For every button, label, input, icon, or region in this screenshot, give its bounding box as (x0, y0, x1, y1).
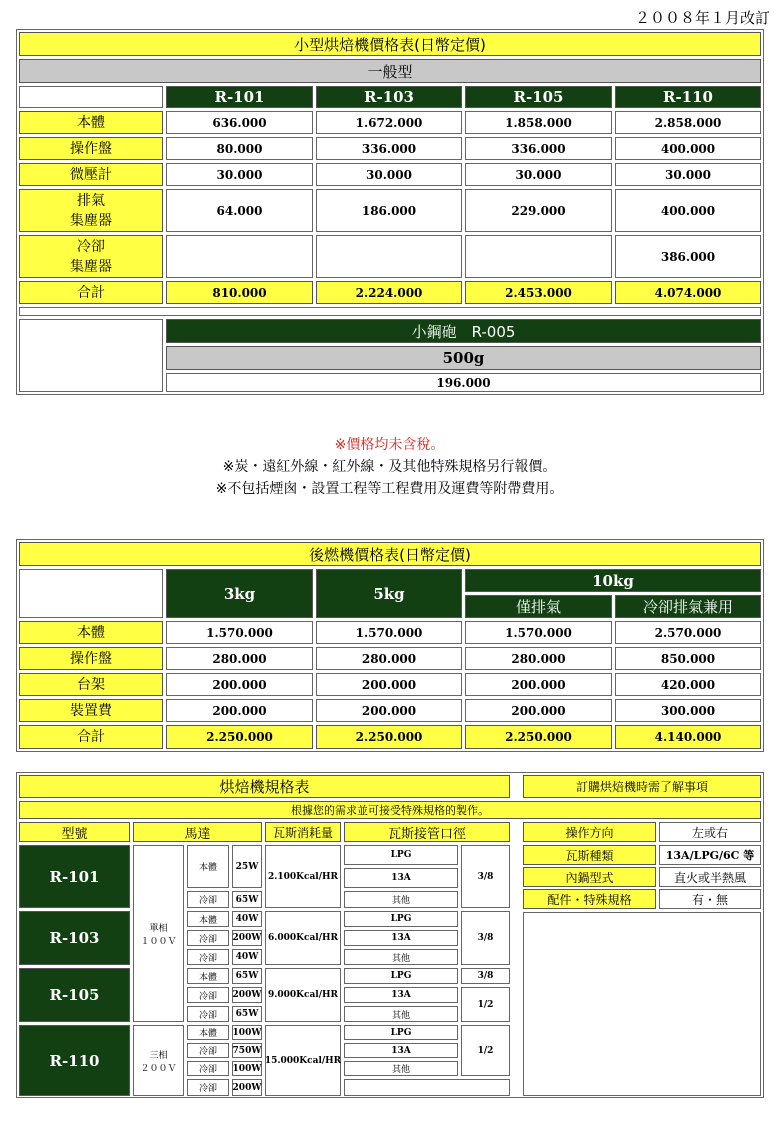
row-label-install-fee: 裝置費 (19, 699, 163, 722)
gas-type-13a: 13A (344, 930, 458, 946)
price-cell: 420.000 (615, 673, 761, 696)
gas-consumption: 6.000Kcal/HR (265, 911, 341, 965)
total-cell: 2.250.000 (166, 725, 313, 749)
note-special-spec: ※炭・遠紅外線・紅外線・及其他特殊規格另行報價。 (222, 459, 557, 475)
note-excluded-costs: ※不包括煙囪・設置工程等工程費用及運費等附帶費用。 (215, 481, 564, 497)
motor-watt: 750W (232, 1043, 262, 1058)
pipe-size: 3/8 (461, 911, 510, 965)
pipe-size: 1/2 (461, 987, 510, 1022)
table2-corner-cell (19, 569, 163, 618)
small-roaster-blank-cell (19, 319, 163, 392)
side-value-operation-direction: 左或右 (659, 822, 761, 842)
motor-watt: 40W (232, 949, 262, 965)
price-cell: 336.000 (465, 137, 612, 160)
gas-type-13a: 13A (344, 987, 458, 1003)
side-label-drum-type: 內鍋型式 (523, 867, 656, 887)
label-line: 冷卻 (77, 238, 105, 255)
side-value-accessories: 有・無 (659, 889, 761, 909)
total-cell: 2.224.000 (316, 281, 462, 304)
motor-type: 冷卻 (187, 949, 229, 965)
small-roaster-capacity: 500g (166, 346, 761, 370)
spec-model-r110: R-110 (19, 1025, 130, 1096)
price-cell: 2.858.000 (615, 111, 761, 134)
side-label-operation-direction: 操作方向 (523, 822, 656, 842)
table1-title: 小型烘焙機價格表(日幣定價) (19, 32, 761, 56)
phase-single-100v (133, 845, 184, 1022)
phase-three-200v (133, 1025, 184, 1096)
price-cell (166, 235, 313, 278)
price-cell: 229.000 (465, 189, 612, 232)
motor-type: 冷卻 (187, 1006, 229, 1022)
price-cell: 200.000 (166, 699, 313, 722)
motor-type: 本體 (187, 968, 229, 984)
motor-watt: 25W (232, 845, 262, 888)
pipe-size: 1/2 (461, 1025, 510, 1076)
price-cell: 30.000 (615, 163, 761, 186)
price-cell: 80.000 (166, 137, 313, 160)
price-cell: 280.000 (465, 647, 612, 670)
phase-label: 單相 (149, 923, 168, 934)
label-line: 集塵器 (70, 258, 112, 275)
gas-type-other: 其他 (344, 891, 458, 908)
model-header: R-101 (166, 86, 313, 108)
model-header: R-110 (615, 86, 761, 108)
side-label-gas-type: 瓦斯種類 (523, 845, 656, 865)
price-cell: 1.672.000 (316, 111, 462, 134)
row-label-stand: 台架 (19, 673, 163, 696)
motor-type: 冷卻 (187, 891, 229, 908)
motor-watt: 65W (232, 968, 262, 984)
price-cell: 280.000 (166, 647, 313, 670)
row-label-control-panel: 操作盤 (19, 647, 163, 670)
price-cell: 30.000 (316, 163, 462, 186)
gas-consumption: 2.100Kcal/HR (265, 845, 341, 908)
gas-type-other: 其他 (344, 1061, 458, 1076)
capacity-header-3kg: 3kg (166, 569, 313, 618)
sub-header-exhaust-only: 僅排氣 (465, 595, 612, 618)
row-label-control-panel: 操作盤 (19, 137, 163, 160)
note-tax: ※價格均未含稅。 (334, 437, 445, 453)
motor-watt: 100W (232, 1061, 262, 1076)
gas-type-lpg: LPG (344, 1025, 458, 1040)
header-gas-consumption: 瓦斯消耗量 (265, 822, 341, 842)
model-header: R-103 (316, 86, 462, 108)
spec-model-r105: R-105 (19, 968, 130, 1022)
empty-cell (344, 1079, 510, 1096)
gas-type-13a: 13A (344, 868, 458, 888)
price-cell: 200.000 (465, 673, 612, 696)
price-cell: 200.000 (465, 699, 612, 722)
header-gas-pipe: 瓦斯接管口徑 (344, 822, 510, 842)
pipe-size: 3/8 (461, 968, 510, 984)
total-cell: 4.140.000 (615, 725, 761, 749)
table1-subtitle: 一般型 (19, 59, 761, 83)
price-cell: 400.000 (615, 137, 761, 160)
capacity-header-5kg: 5kg (316, 569, 462, 618)
header-motor: 馬達 (133, 822, 262, 842)
row-label-body: 本體 (19, 111, 163, 134)
price-cell: 30.000 (166, 163, 313, 186)
pipe-size: 3/8 (461, 845, 510, 908)
spec-model-r103: R-103 (19, 911, 130, 965)
price-cell: 200.000 (316, 699, 462, 722)
motor-watt: 200W (232, 987, 262, 1003)
gas-consumption: 9.000Kcal/HR (265, 968, 341, 1022)
gas-type-lpg: LPG (344, 911, 458, 927)
total-cell: 2.250.000 (316, 725, 462, 749)
price-cell: 2.570.000 (615, 621, 761, 644)
small-roaster-price: 196.000 (166, 373, 761, 392)
gas-consumption: 15.000Kcal/HR (265, 1025, 341, 1096)
motor-type: 本體 (187, 911, 229, 927)
capacity-header-10kg: 10kg (465, 569, 761, 592)
total-cell: 2.453.000 (465, 281, 612, 304)
side-blank-area (523, 912, 761, 1096)
motor-type: 冷卻 (187, 930, 229, 946)
motor-watt: 65W (232, 891, 262, 908)
motor-watt: 200W (232, 1079, 262, 1096)
price-cell (316, 235, 462, 278)
price-cell: 336.000 (316, 137, 462, 160)
motor-watt: 40W (232, 911, 262, 927)
row-label-manometer: 微壓計 (19, 163, 163, 186)
table2-title: 後燃機價格表(日幣定價) (19, 542, 761, 566)
motor-type: 冷卻 (187, 1043, 229, 1058)
small-roaster-name: 小鋼砲 R-005 (166, 319, 761, 343)
row-label-total: 合計 (19, 725, 163, 749)
gas-type-other: 其他 (344, 949, 458, 965)
row-label-body: 本體 (19, 621, 163, 644)
motor-type: 冷卻 (187, 987, 229, 1003)
table3-title: 烘焙機規格表 (19, 775, 510, 798)
gas-type-other: 其他 (344, 1006, 458, 1022)
motor-type: 冷卻 (187, 1079, 229, 1096)
spacer-row (19, 307, 761, 316)
table3-special-note: 根據您的需求並可接受特殊規格的製作。 (19, 801, 761, 819)
price-cell: 200.000 (166, 673, 313, 696)
price-cell: 186.000 (316, 189, 462, 232)
price-cell: 1.858.000 (465, 111, 612, 134)
motor-watt: 200W (232, 930, 262, 946)
price-cell: 386.000 (615, 235, 761, 278)
side-label-accessories: 配件・特殊規格 (523, 889, 656, 909)
model-header: R-105 (465, 86, 612, 108)
total-cell: 810.000 (166, 281, 313, 304)
price-cell: 280.000 (316, 647, 462, 670)
voltage-label: １００Ｖ (140, 936, 177, 947)
phase-label: 三相 (149, 1050, 168, 1061)
spec-model-r101: R-101 (19, 845, 130, 908)
voltage-label: ２００Ｖ (140, 1063, 177, 1074)
table1-corner-cell (19, 86, 163, 108)
total-cell: 2.250.000 (465, 725, 612, 749)
sub-header-cooling-exhaust: 冷卻排氣兼用 (615, 595, 761, 618)
row-label-cooling-collector (19, 235, 163, 278)
side-value-drum-type: 直火或半熱風 (659, 867, 761, 887)
motor-type: 本體 (187, 1025, 229, 1040)
price-cell: 200.000 (316, 673, 462, 696)
price-cell: 300.000 (615, 699, 761, 722)
label-line: 排氣 (77, 192, 105, 209)
motor-type: 本體 (187, 845, 229, 888)
price-cell: 1.570.000 (166, 621, 313, 644)
price-cell: 64.000 (166, 189, 313, 232)
price-cell (465, 235, 612, 278)
table3-side-title: 訂購烘焙機時需了解事項 (523, 775, 761, 798)
motor-watt: 65W (232, 1006, 262, 1022)
row-label-total: 合計 (19, 281, 163, 304)
price-cell: 1.570.000 (316, 621, 462, 644)
gas-type-lpg: LPG (344, 968, 458, 984)
motor-watt: 100W (232, 1025, 262, 1040)
gas-type-13a: 13A (344, 1043, 458, 1058)
price-cell: 1.570.000 (465, 621, 612, 644)
total-cell: 4.074.000 (615, 281, 761, 304)
row-label-exhaust-collector (19, 189, 163, 232)
header-model: 型號 (19, 822, 130, 842)
revision-date: ２００８年１月改訂 (634, 9, 770, 27)
label-line: 集塵器 (70, 212, 112, 229)
price-cell: 30.000 (465, 163, 612, 186)
price-cell: 850.000 (615, 647, 761, 670)
price-cell: 400.000 (615, 189, 761, 232)
motor-type: 冷卻 (187, 1061, 229, 1076)
price-cell: 636.000 (166, 111, 313, 134)
side-value-gas-type: 13A/LPG/6C 等 (659, 845, 761, 865)
gas-type-lpg: LPG (344, 845, 458, 865)
